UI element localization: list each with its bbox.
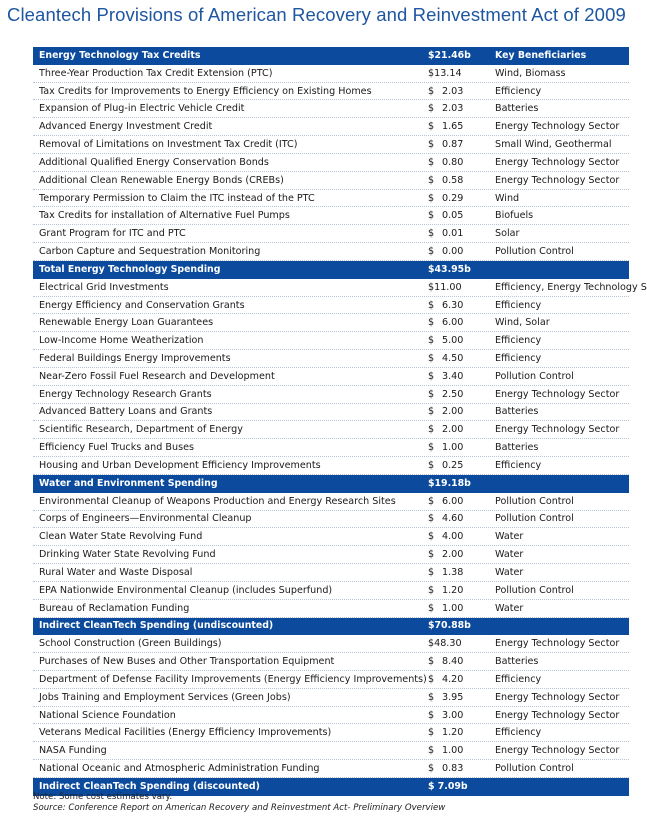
provision-amount — [428, 582, 494, 599]
provision-name: National Science Foundation — [39, 709, 176, 721]
provision-amount — [428, 493, 494, 510]
key-beneficiaries: Batteries — [495, 442, 539, 454]
provision-amount — [428, 760, 494, 777]
key-beneficiaries: Energy Technology Sector — [495, 691, 620, 703]
table-row — [33, 582, 629, 600]
provision-amount — [428, 172, 494, 189]
section-total: $19.18b — [428, 477, 471, 489]
table-row — [33, 707, 629, 725]
key-beneficiaries: Efficiency — [495, 299, 542, 311]
currency-symbol: $ — [428, 139, 435, 151]
key-beneficiaries: Energy Technology Sector — [495, 388, 620, 400]
currency-symbol: $ — [428, 442, 435, 454]
provision-amount — [428, 707, 494, 724]
provision-name: Efficiency Fuel Trucks and Buses — [39, 442, 194, 454]
provision-amount — [428, 243, 494, 260]
key-beneficiaries: Energy Technology Sector — [495, 424, 620, 436]
currency-symbol: $ — [428, 727, 435, 739]
key-beneficiaries: Water — [495, 602, 524, 614]
key-beneficiaries: Energy Technology Sector — [495, 709, 620, 721]
table-row — [33, 207, 629, 225]
amount-value: 1.00 — [442, 745, 464, 757]
table-row — [33, 386, 629, 404]
amount-value: 3.00 — [442, 709, 464, 721]
amount-value: 0.01 — [442, 228, 464, 240]
provision-name: Federal Buildings Energy Improvements — [39, 352, 231, 364]
currency-symbol: $ — [428, 549, 435, 561]
section-header-row — [33, 261, 629, 279]
amount-value: 6.30 — [442, 299, 464, 311]
key-beneficiaries: Small Wind, Geothermal — [495, 139, 612, 151]
section-title: Energy Technology Tax Credits — [39, 49, 201, 61]
provision-amount — [428, 154, 494, 171]
currency-symbol: $ — [428, 602, 435, 614]
provision-amount — [428, 207, 494, 224]
amount-value: 0.00 — [442, 246, 464, 258]
currency-symbol: $ — [428, 85, 435, 97]
amount-value: 0.25 — [442, 459, 464, 471]
table-row — [33, 653, 629, 671]
currency-symbol: $ — [428, 566, 435, 578]
table-row — [33, 635, 629, 653]
key-beneficiaries: Pollution Control — [495, 513, 574, 525]
provision-amount — [428, 439, 494, 456]
provision-amount — [428, 350, 494, 367]
currency-symbol: $ — [428, 584, 435, 596]
table-row — [33, 314, 629, 332]
amount-value: 0.87 — [442, 139, 464, 151]
provision-name: Corps of Engineers—Environmental Cleanup — [39, 513, 252, 525]
currency-symbol: $ — [428, 370, 435, 382]
table-row — [33, 172, 629, 190]
amount-value: 1.00 — [442, 442, 464, 454]
provision-amount — [428, 65, 494, 82]
key-beneficiaries: Wind — [495, 192, 520, 204]
amount-value: 4.00 — [442, 531, 464, 543]
table-row — [33, 332, 629, 350]
provision-amount — [428, 600, 494, 617]
provision-name: Jobs Training and Employment Services (Green Jobs) — [39, 691, 291, 703]
currency-symbol: $ — [428, 174, 435, 186]
provision-name: Drinking Water State Revolving Fund — [39, 549, 216, 561]
amount-value: 2.00 — [442, 424, 464, 436]
table-row — [33, 439, 629, 457]
amount-value: 4.60 — [442, 513, 464, 525]
key-beneficiaries: Water — [495, 566, 524, 578]
table-row — [33, 760, 629, 778]
table-row — [33, 493, 629, 511]
provision-name: Clean Water State Revolving Fund — [39, 531, 203, 543]
key-beneficiaries: Pollution Control — [495, 370, 574, 382]
provision-name: Temporary Permission to Claim the ITC instead of the PTC — [39, 192, 315, 204]
provisions-table — [33, 47, 647, 796]
key-beneficiaries: Efficiency — [495, 727, 542, 739]
currency-symbol: $ — [428, 192, 435, 204]
provision-amount — [428, 136, 494, 153]
provision-name: EPA Nationwide Environmental Cleanup (includes Superfund) — [39, 584, 333, 596]
key-beneficiaries: Efficiency — [495, 335, 542, 347]
provision-amount — [428, 386, 494, 403]
provision-name: Tax Credits for Improvements to Energy Efficiency on Existing Homes — [39, 85, 372, 97]
source-text: Source: Conference Report on American Recovery and Reinvestment Act- Preliminary Overview — [33, 803, 446, 813]
section-total: $ 7.09b — [428, 780, 468, 792]
currency-symbol: $ — [428, 763, 435, 775]
column-header-beneficiaries — [495, 475, 629, 492]
currency-symbol: $ — [428, 210, 435, 222]
provision-amount — [428, 724, 494, 741]
provision-amount — [428, 671, 494, 688]
key-beneficiaries: Efficiency — [495, 459, 542, 471]
column-header-beneficiaries: Key Beneficiaries — [495, 49, 587, 61]
table-row — [33, 724, 629, 742]
currency-symbol: $ — [428, 228, 435, 240]
provision-name: Advanced Battery Loans and Grants — [39, 406, 213, 418]
table-row — [33, 297, 629, 315]
provision-amount — [428, 368, 494, 385]
section-title: Total Energy Technology Spending — [39, 263, 221, 275]
provision-amount — [428, 653, 494, 670]
currency-symbol: $ — [428, 691, 435, 703]
table-row — [33, 136, 629, 154]
key-beneficiaries: Pollution Control — [495, 584, 574, 596]
key-beneficiaries: Batteries — [495, 406, 539, 418]
amount-value: 8.40 — [442, 656, 464, 668]
amount-value: $11.00 — [428, 281, 462, 293]
table-row — [33, 689, 629, 707]
key-beneficiaries: Energy Technology Sector — [495, 121, 620, 133]
amount-value: 4.50 — [442, 352, 464, 364]
provision-name: Low-Income Home Weatherization — [39, 335, 204, 347]
amount-value: 1.20 — [442, 727, 464, 739]
provision-name: Carbon Capture and Sequestration Monitoring — [39, 246, 261, 258]
key-beneficiaries: Solar — [495, 228, 520, 240]
currency-symbol: $ — [428, 156, 435, 168]
provision-name: Purchases of New Buses and Other Transportation Equipment — [39, 656, 335, 668]
section-title: Indirect CleanTech Spending (undiscounted) — [39, 620, 274, 632]
provision-name: Tax Credits for installation of Alternative Fuel Pumps — [39, 210, 290, 222]
currency-symbol: $ — [428, 424, 435, 436]
currency-symbol: $ — [428, 103, 435, 115]
key-beneficiaries: Wind, Biomass — [495, 67, 566, 79]
amount-value: 2.50 — [442, 388, 464, 400]
amount-value: 5.00 — [442, 335, 464, 347]
section-title: Water and Environment Spending — [39, 477, 218, 489]
currency-symbol: $ — [428, 352, 435, 364]
amount-value: 0.29 — [442, 192, 464, 204]
provision-amount — [428, 404, 494, 421]
table-row — [33, 154, 629, 172]
amount-value: 2.03 — [442, 85, 464, 97]
provision-amount — [428, 314, 494, 331]
table-row — [33, 546, 629, 564]
key-beneficiaries: Pollution Control — [495, 246, 574, 258]
key-beneficiaries: Energy Technology Sector — [495, 156, 620, 168]
provision-name: School Construction (Green Buildings) — [39, 638, 222, 650]
amount-value: $13.14 — [428, 67, 462, 79]
currency-symbol: $ — [428, 121, 435, 133]
provision-amount — [428, 225, 494, 242]
key-beneficiaries: Wind, Solar — [495, 317, 550, 329]
provision-amount — [428, 297, 494, 314]
currency-symbol: $ — [428, 673, 435, 685]
table-row — [33, 350, 629, 368]
provision-name: Energy Technology Research Grants — [39, 388, 212, 400]
note-text: Note: Some cost estimates vary. — [33, 792, 173, 802]
key-beneficiaries: Pollution Control — [495, 763, 574, 775]
amount-value: 1.38 — [442, 566, 464, 578]
currency-symbol: $ — [428, 335, 435, 347]
provision-amount — [428, 528, 494, 545]
key-beneficiaries: Efficiency, Energy Technology S — [495, 281, 647, 293]
amount-value: $48.30 — [428, 638, 462, 650]
table-row — [33, 65, 629, 83]
table-row — [33, 243, 629, 261]
currency-symbol: $ — [428, 299, 435, 311]
amount-value: 1.65 — [442, 121, 464, 133]
table-row — [33, 600, 629, 618]
provision-name: Housing and Urban Development Efficiency Improvements — [39, 459, 321, 471]
provision-name: NASA Funding — [39, 745, 107, 757]
section-header-row — [33, 475, 629, 493]
section-total: $70.88b — [428, 620, 471, 632]
section-total: $21.46b — [428, 49, 471, 61]
table-row — [33, 457, 629, 475]
provision-name: Rural Water and Waste Disposal — [39, 566, 193, 578]
provision-amount — [428, 511, 494, 528]
provision-amount — [428, 742, 494, 759]
provision-name: Department of Defense Facility Improvements (Energy Efficiency Improvements) — [39, 673, 427, 685]
currency-symbol: $ — [428, 495, 435, 507]
amount-value: 2.03 — [442, 103, 464, 115]
amount-value: 6.00 — [442, 495, 464, 507]
provision-amount — [428, 83, 494, 100]
key-beneficiaries: Batteries — [495, 656, 539, 668]
section-title: Indirect CleanTech Spending (discounted) — [39, 780, 260, 792]
provision-amount — [428, 564, 494, 581]
key-beneficiaries: Biofuels — [495, 210, 534, 222]
key-beneficiaries: Efficiency — [495, 85, 542, 97]
provision-amount — [428, 279, 494, 296]
amount-value: 1.20 — [442, 584, 464, 596]
provision-name: Expansion of Plug-in Electric Vehicle Credit — [39, 103, 245, 115]
table-row — [33, 368, 629, 386]
key-beneficiaries: Efficiency — [495, 673, 542, 685]
key-beneficiaries: Water — [495, 531, 524, 543]
column-header-beneficiaries — [495, 618, 629, 635]
currency-symbol: $ — [428, 709, 435, 721]
column-header-beneficiaries — [495, 261, 629, 278]
table-row — [33, 528, 629, 546]
provision-name: Electrical Grid Investments — [39, 281, 169, 293]
section-total: $43.95b — [428, 263, 471, 275]
key-beneficiaries: Pollution Control — [495, 495, 574, 507]
provision-name: Removal of Limitations on Investment Tax Credit (ITC) — [39, 139, 298, 151]
section-header-row — [33, 618, 629, 636]
provision-name: Renewable Energy Loan Guarantees — [39, 317, 214, 329]
provision-name: National Oceanic and Atmospheric Administration Funding — [39, 763, 320, 775]
table-row — [33, 118, 629, 136]
page-title: Cleantech Provisions of American Recovery and Reinvestment Act of 2009 — [7, 4, 626, 25]
provision-amount — [428, 332, 494, 349]
provision-name: Scientific Research, Department of Energy — [39, 424, 243, 436]
provision-name: Environmental Cleanup of Weapons Production and Energy Research Sites — [39, 495, 396, 507]
key-beneficiaries: Energy Technology Sector — [495, 638, 620, 650]
table-row — [33, 100, 629, 118]
amount-value: 0.80 — [442, 156, 464, 168]
provision-amount — [428, 100, 494, 117]
table-row — [33, 421, 629, 439]
currency-symbol: $ — [428, 246, 435, 258]
currency-symbol: $ — [428, 531, 435, 543]
notes — [33, 792, 629, 814]
table-row — [33, 671, 629, 689]
provision-amount — [428, 457, 494, 474]
table-row — [33, 225, 629, 243]
provision-name: Advanced Energy Investment Credit — [39, 121, 213, 133]
key-beneficiaries: Water — [495, 549, 524, 561]
table-row — [33, 742, 629, 760]
table-row — [33, 511, 629, 529]
currency-symbol: $ — [428, 745, 435, 757]
section-header-row — [33, 47, 629, 65]
table-row — [33, 279, 647, 297]
key-beneficiaries: Batteries — [495, 103, 539, 115]
amount-value: 2.00 — [442, 406, 464, 418]
amount-value: 0.05 — [442, 210, 464, 222]
key-beneficiaries: Energy Technology Sector — [495, 174, 620, 186]
provision-amount — [428, 190, 494, 207]
table-row — [33, 83, 629, 101]
provision-name: Grant Program for ITC and PTC — [39, 228, 186, 240]
amount-value: 3.40 — [442, 370, 464, 382]
provision-amount — [428, 421, 494, 438]
currency-symbol: $ — [428, 406, 435, 418]
currency-symbol: $ — [428, 317, 435, 329]
amount-value: 0.83 — [442, 763, 464, 775]
provision-name: Energy Efficiency and Conservation Grants — [39, 299, 245, 311]
provision-amount — [428, 546, 494, 563]
provision-name: Near-Zero Fossil Fuel Research and Development — [39, 370, 275, 382]
provision-amount — [428, 118, 494, 135]
provision-name: Bureau of Reclamation Funding — [39, 602, 190, 614]
table-row — [33, 190, 629, 208]
provision-name: Additional Clean Renewable Energy Bonds (CREBs) — [39, 174, 284, 186]
currency-symbol: $ — [428, 459, 435, 471]
key-beneficiaries: Efficiency — [495, 352, 542, 364]
amount-value: 3.95 — [442, 691, 464, 703]
currency-symbol: $ — [428, 513, 435, 525]
amount-value: 2.00 — [442, 549, 464, 561]
table-row — [33, 404, 629, 422]
currency-symbol: $ — [428, 388, 435, 400]
provision-name: Three-Year Production Tax Credit Extension (PTC) — [39, 67, 273, 79]
provision-amount — [428, 689, 494, 706]
provision-name: Additional Qualified Energy Conservation Bonds — [39, 156, 269, 168]
provision-name: Veterans Medical Facilities (Energy Efficiency Improvements) — [39, 727, 332, 739]
amount-value: 4.20 — [442, 673, 464, 685]
table-row — [33, 564, 629, 582]
provision-amount — [428, 635, 494, 652]
currency-symbol: $ — [428, 656, 435, 668]
amount-value: 0.58 — [442, 174, 464, 186]
key-beneficiaries: Energy Technology Sector — [495, 745, 620, 757]
amount-value: 6.00 — [442, 317, 464, 329]
amount-value: 1.00 — [442, 602, 464, 614]
